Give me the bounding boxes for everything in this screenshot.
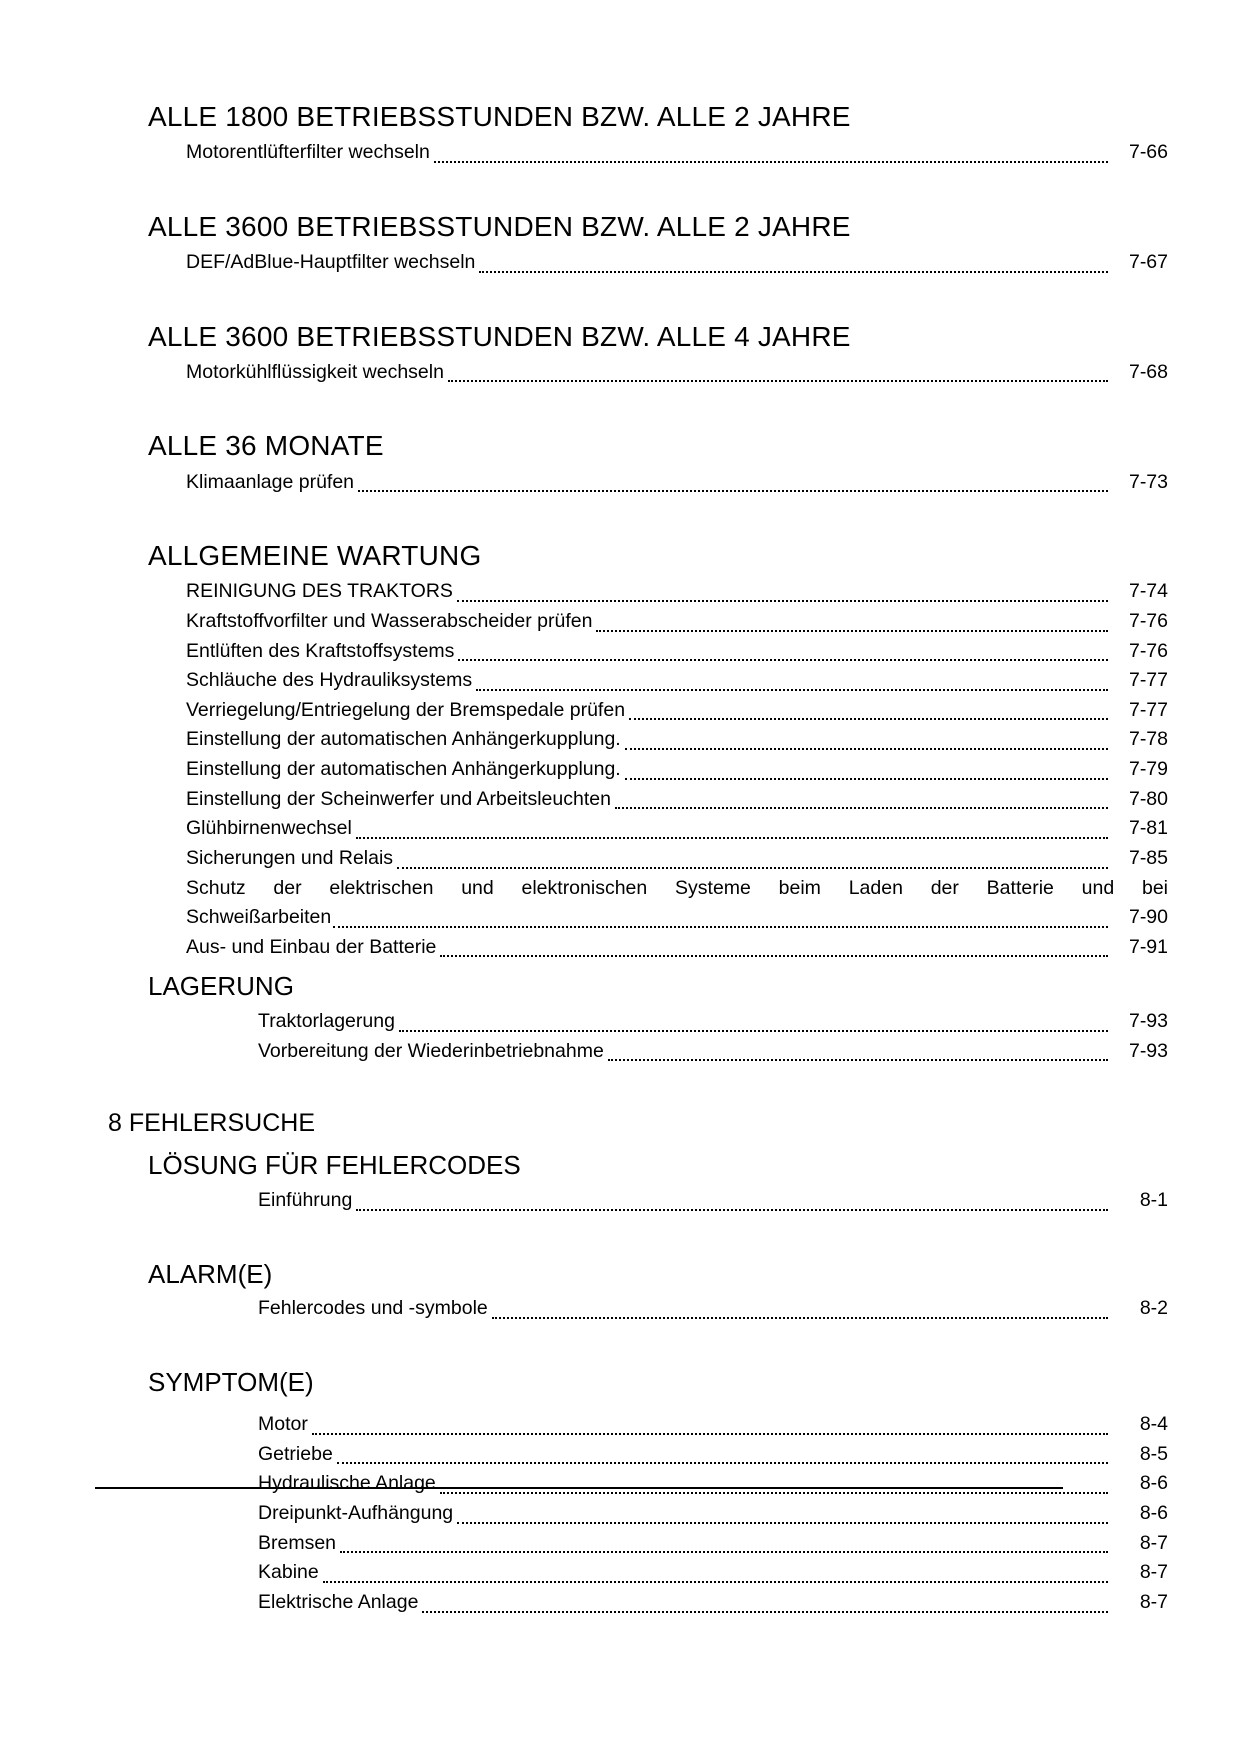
toc-entry-label: Klimaanlage prüfen <box>186 470 355 493</box>
dot-leader <box>615 807 1108 809</box>
dot-leader <box>476 689 1108 691</box>
chapter-title: 8 FEHLERSUCHE <box>108 1109 315 1138</box>
dot-leader <box>458 659 1108 661</box>
dot-leader <box>608 1059 1108 1061</box>
toc-entry-page: 8-7 <box>1139 1561 1168 1584</box>
toc-entry[interactable] <box>108 1410 1168 1440</box>
toc-entry-label-line2: Schweißarbeiten <box>186 906 332 929</box>
section-heading-lagerung: LAGERUNG <box>148 971 294 1002</box>
dot-leader <box>492 1317 1108 1319</box>
toc-entry-label: Glühbirnenwechsel <box>186 817 352 840</box>
dot-leader <box>312 1433 1108 1435</box>
dot-leader <box>457 1522 1108 1524</box>
dot-leader <box>356 837 1108 839</box>
toc-entry-page: 7-90 <box>1128 906 1168 929</box>
section-heading-alle-1800: ALLE 1800 BETRIEBSSTUNDEN BZW. ALLE 2 JAHRE <box>148 101 851 132</box>
section-heading-loesung-fehlercodes: LÖSUNG FÜR FEHLERCODES <box>148 1150 521 1181</box>
toc-entry-page: 7-77 <box>1128 698 1168 721</box>
toc-entry[interactable] <box>108 138 1168 168</box>
spacer <box>108 962 1168 970</box>
toc-entry-page: 7-68 <box>1128 360 1168 383</box>
dot-leader <box>340 1551 1108 1553</box>
toc-entry[interactable] <box>108 666 1168 696</box>
section-heading-alle-3600-2-jahre: ALLE 3600 BETRIEBSSTUNDEN BZW. ALLE 2 JAHRE <box>148 210 851 242</box>
toc-entry-page: 8-6 <box>1139 1472 1168 1495</box>
toc-entry[interactable] <box>108 1440 1168 1470</box>
dot-leader <box>356 1209 1108 1211</box>
dot-leader <box>596 630 1108 632</box>
toc-entry[interactable] <box>108 725 1168 755</box>
dot-leader <box>479 271 1108 273</box>
toc-entry-label: Einstellung der Scheinwerfer und Arbeitsleuchten <box>186 787 611 810</box>
dot-leader <box>625 748 1108 750</box>
section-heading-alarme: ALARM(E) <box>148 1258 273 1289</box>
toc-entry-page: 7-93 <box>1128 1039 1168 1062</box>
dot-leader <box>397 867 1108 869</box>
toc-entry-label: Bremsen <box>258 1531 337 1554</box>
toc-entry[interactable] <box>108 637 1168 667</box>
toc-entry[interactable] <box>108 1007 1168 1037</box>
toc-entry-label: Schläuche des Hydrauliksystems <box>186 669 473 692</box>
toc-entry-page: 7-76 <box>1128 639 1168 662</box>
toc-entry-label: DEF/AdBlue-Hauptfilter wechseln <box>186 250 476 273</box>
toc-entry[interactable] <box>108 468 1168 498</box>
toc-entry-page: 7-66 <box>1128 141 1168 164</box>
toc-content <box>108 100 1168 1618</box>
toc-entry-page: 8-1 <box>1139 1188 1168 1211</box>
footer-divider <box>95 1487 1063 1489</box>
toc-entry[interactable] <box>108 1037 1168 1067</box>
toc-entry[interactable] <box>108 1469 1168 1499</box>
toc-entry[interactable] <box>108 1558 1168 1588</box>
dot-leader <box>440 1492 1108 1494</box>
spacer <box>108 278 1168 320</box>
toc-entry-label: Kabine <box>258 1561 319 1584</box>
toc-entry-label: Vorbereitung der Wiederinbetriebnahme <box>258 1039 604 1062</box>
toc-entry-page: 8-6 <box>1139 1502 1168 1525</box>
toc-entry[interactable] <box>108 696 1168 726</box>
toc-entry-page: 7-78 <box>1128 728 1168 751</box>
spacer <box>108 1402 1168 1410</box>
dot-leader <box>440 955 1108 957</box>
toc-entry-label: REINIGUNG DES TRAKTORS <box>186 580 453 603</box>
toc-entry-page: 7-77 <box>1128 669 1168 692</box>
toc-entry-label: Entlüften des Kraftstoffsystems <box>186 639 455 662</box>
toc-entry-page: 8-7 <box>1139 1590 1168 1613</box>
toc-entry[interactable] <box>108 607 1168 637</box>
toc-entry-page: 7-85 <box>1128 846 1168 869</box>
toc-entry-label: Hydraulische Anlage <box>258 1472 436 1495</box>
toc-entry-page: 7-91 <box>1128 935 1168 958</box>
spacer <box>108 168 1168 210</box>
toc-entry-page: 7-81 <box>1128 817 1168 840</box>
toc-entry[interactable] <box>108 577 1168 607</box>
dot-leader <box>434 161 1108 163</box>
toc-entry[interactable] <box>108 844 1168 874</box>
toc-entry-label: Elektrische Anlage <box>258 1590 419 1613</box>
toc-entry-page: 7-79 <box>1128 758 1168 781</box>
toc-entry[interactable] <box>108 1294 1168 1324</box>
section-heading-allgemeine-wartung: ALLGEMEINE WARTUNG <box>148 540 482 572</box>
toc-entry[interactable] <box>108 248 1168 278</box>
toc-entry-page: 8-2 <box>1139 1297 1168 1320</box>
toc-entry[interactable] <box>108 755 1168 785</box>
toc-entry[interactable] <box>108 1529 1168 1559</box>
dot-leader <box>448 380 1108 382</box>
toc-entry-page: 7-73 <box>1128 470 1168 493</box>
spacer <box>108 1066 1168 1108</box>
toc-entry-label: Traktorlagerung <box>258 1009 395 1032</box>
toc-entry[interactable] <box>108 1499 1168 1529</box>
dot-leader <box>399 1030 1108 1032</box>
toc-entry-page: 7-74 <box>1128 580 1168 603</box>
toc-entry-label: Getriebe <box>258 1442 333 1465</box>
dot-leader <box>629 718 1108 720</box>
toc-entry-label: Verriegelung/Entriegelung der Bremspedale prüfen <box>186 698 626 721</box>
section-heading-alle-3600-4-jahre: ALLE 3600 BETRIEBSSTUNDEN BZW. ALLE 4 JAHRE <box>148 320 851 352</box>
section-heading-alle-36-monate: ALLE 36 MONATE <box>148 430 384 462</box>
toc-entry-label: Kraftstoffvorfilter und Wasserabscheider prüfen <box>186 609 593 632</box>
dot-leader <box>358 490 1108 492</box>
toc-entry-label: Einstellung der automatischen Anhängerkupplung. <box>186 728 621 751</box>
toc-entry-label: Sicherungen und Relais <box>186 846 394 869</box>
toc-entry[interactable] <box>108 785 1168 815</box>
toc-entry[interactable] <box>108 933 1168 963</box>
toc-entry-label: Motor <box>258 1413 308 1436</box>
dot-leader <box>323 1581 1108 1583</box>
spacer <box>108 1141 1168 1149</box>
dot-leader <box>337 1462 1108 1464</box>
toc-entry-page: 7-93 <box>1128 1009 1168 1032</box>
toc-entry-page: 7-80 <box>1128 787 1168 810</box>
toc-entry-page: 7-67 <box>1128 250 1168 273</box>
dot-leader <box>625 778 1108 780</box>
toc-entry[interactable] <box>108 1186 1168 1216</box>
toc-entry-label: Einstellung der automatischen Anhängerkupplung. <box>186 758 621 781</box>
dot-leader <box>333 926 1108 928</box>
toc-entry[interactable] <box>108 874 1168 933</box>
toc-entry[interactable] <box>108 814 1168 844</box>
toc-entry-label: Motorentlüfterfilter wechseln <box>186 141 430 164</box>
toc-entry-label: Fehlercodes und -symbole <box>258 1297 488 1320</box>
dot-leader <box>422 1611 1108 1613</box>
toc-entry-label: Motorkühlflüssigkeit wechseln <box>186 360 444 383</box>
toc-entry-page: 8-5 <box>1139 1442 1168 1465</box>
toc-entry[interactable] <box>108 1588 1168 1618</box>
dot-leader <box>457 600 1108 602</box>
toc-entry-label: Dreipunkt-Aufhängung <box>258 1502 454 1525</box>
toc-entry-page: 8-7 <box>1139 1531 1168 1554</box>
toc-entry-page: 7-76 <box>1128 609 1168 632</box>
toc-entry-label-line1: Schutz der elektrischen und elektronischen Systeme beim Laden der Batterie und bei <box>186 876 1168 899</box>
section-heading-symptome: SYMPTOM(E) <box>148 1366 314 1397</box>
toc-entry-label: Einführung <box>258 1188 353 1211</box>
spacer <box>108 387 1168 429</box>
spacer <box>108 1216 1168 1258</box>
spacer <box>108 497 1168 539</box>
toc-entry-page: 8-4 <box>1139 1413 1168 1436</box>
spacer <box>108 1324 1168 1366</box>
toc-entry[interactable] <box>108 358 1168 388</box>
toc-entry-label: Aus- und Einbau der Batterie <box>186 935 437 958</box>
